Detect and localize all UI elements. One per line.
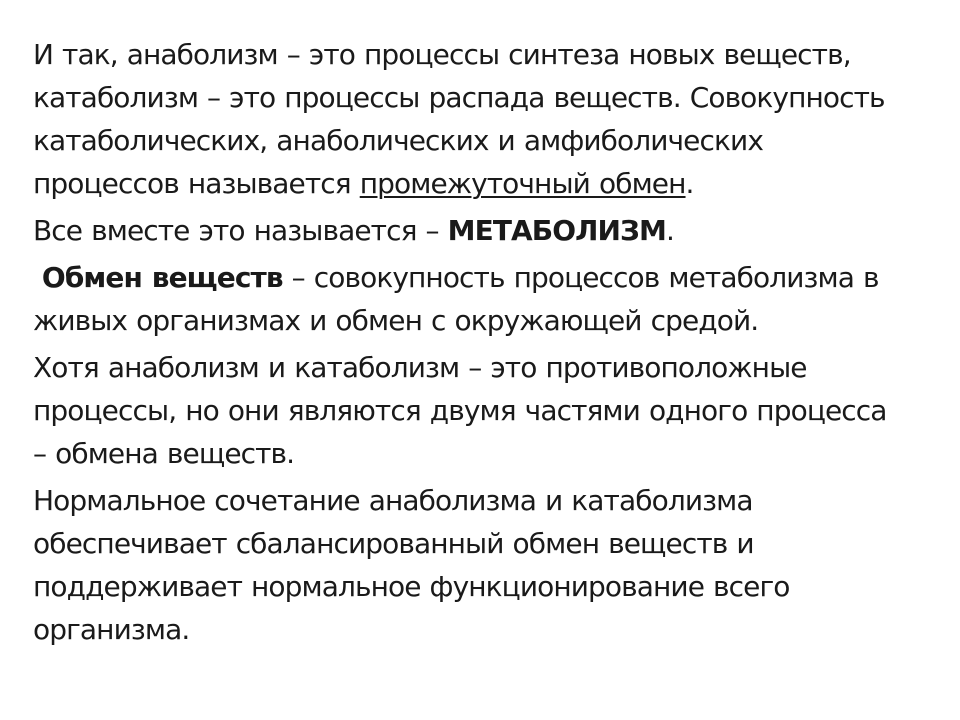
- paragraph-exchange-of-substances: [33, 256, 933, 342]
- paragraph-balanced-metabolism: [33, 479, 933, 651]
- text-punctuation: .: [665, 214, 674, 247]
- text-line: организма.: [33, 613, 190, 646]
- bold-term-exchange-of-substances: Обмен веществ: [33, 261, 283, 294]
- text-line: Хотя анаболизм и катаболизм – это противоположные: [33, 351, 807, 384]
- text-line: Все вместе это называется –: [33, 214, 448, 247]
- text-line: живых организмах и обмен с окружающей средой.: [33, 304, 759, 337]
- slide-text-body: [33, 33, 933, 655]
- paragraph-opposite-processes: [33, 346, 933, 475]
- paragraph-anabolism-catabolism: [33, 33, 933, 205]
- text-line: катаболических, анаболических и амфиболических: [33, 124, 763, 157]
- text-line: процессов называется: [33, 167, 360, 200]
- text-punctuation: .: [685, 167, 694, 200]
- bold-term-metabolism: МЕТАБОЛИЗМ: [447, 214, 666, 247]
- text-line: И так, анаболизм – это процессы синтеза новых веществ,: [33, 38, 851, 71]
- text-line: Нормальное сочетание анаболизма и катаболизма: [33, 484, 753, 517]
- text-line: поддерживает нормальное функционирование всего: [33, 570, 790, 603]
- text-line: процессы, но они являются двумя частями одного процесса: [33, 394, 887, 427]
- underlined-term-intermediate-exchange: промежуточный обмен: [359, 167, 686, 200]
- text-line: – обмена веществ.: [33, 437, 295, 470]
- text-line: катаболизм – это процессы распада веществ. Совокупность: [33, 81, 885, 114]
- text-line: обеспечивает сбалансированный обмен веществ и: [33, 527, 754, 560]
- text-line: – совокупность процессов метаболизма в: [282, 261, 879, 294]
- paragraph-metabolism: [33, 209, 933, 252]
